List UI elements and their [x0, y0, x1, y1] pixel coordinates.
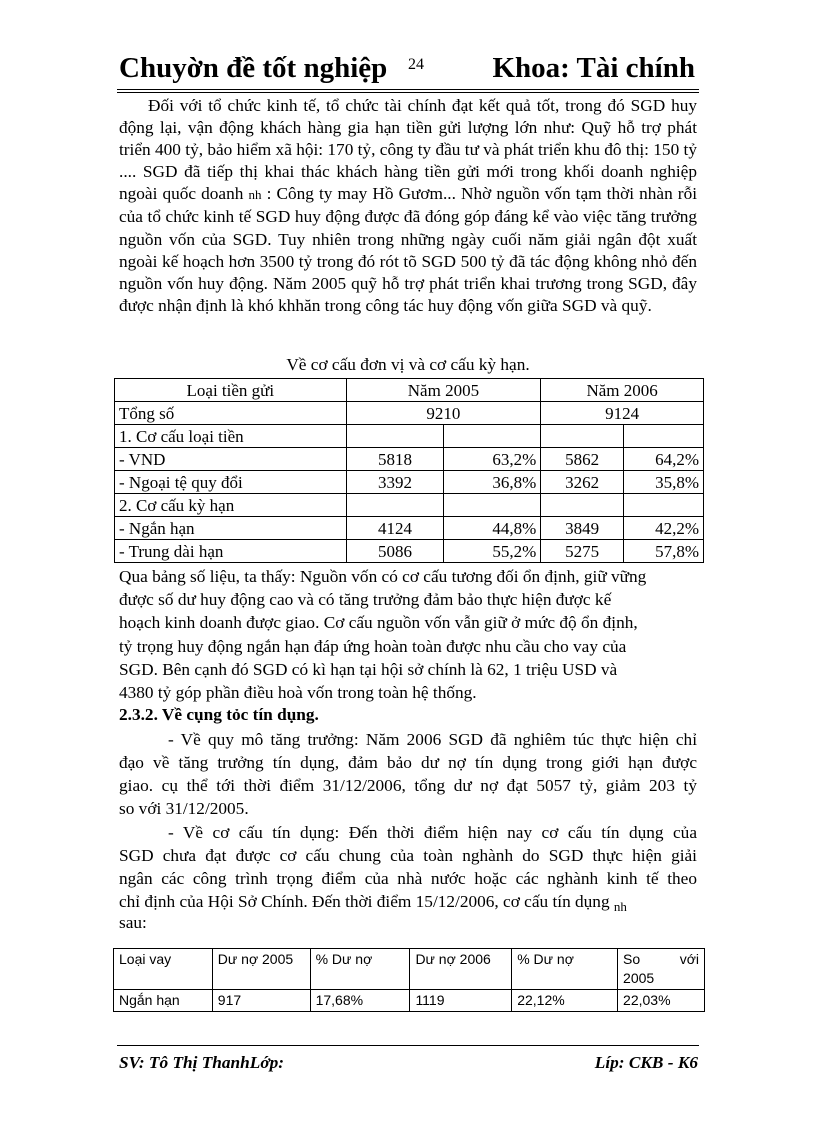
table-row [115, 540, 704, 563]
cell: 5086 [346, 540, 444, 563]
cell: 5818 [346, 448, 444, 471]
cell: 44,8% [444, 517, 541, 540]
header-rule [117, 89, 699, 90]
footer-right: Líp: CKB - K6 [594, 1053, 698, 1072]
cell [541, 425, 624, 448]
table-row [115, 517, 704, 540]
cell: 9210 [346, 402, 541, 425]
row-label: Tổng số [115, 402, 347, 425]
row-label: 2. Cơ cấu kỳ hạn [115, 494, 347, 517]
table-row [115, 448, 704, 471]
header-cell-line: 2005 [623, 970, 655, 986]
cell: 3849 [541, 517, 624, 540]
header-cell-part: với [679, 951, 699, 967]
table-row [114, 990, 705, 1012]
cell: 9124 [541, 402, 704, 425]
paragraph-1-sub: nh [248, 187, 262, 203]
paragraph-1-tail: : Công ty may Hồ Gươm... Nhờ nguồn vốn tạm thời nhàn rỗi của tổ chức kinh tế SGD huy động được đã đóng góp đáng kể vào việc tăng trưởng nguồn vốn của SGD. Tuy nhiên trong những ngày cuối năm giải ngân đột xuất ngoài kế hoạch hơn 3500 tỷ trong đó rót tõ SGD 500 tỷ đã tác động không nhỏ đến nguồn vốn huy động. Năm 2005 quỹ hỗ trợ phát triển khai trương trong SGD, đây được nhận định là khó khhăn trong công tác huy động vốn giữa SGD và quỹ. [119, 184, 698, 315]
header-cell: Dư nợ 2005 [212, 949, 310, 990]
cell: 22,03% [618, 990, 705, 1012]
paragraph-1-text: Đối với tổ chức kinh tế, tổ chức tài chính đạt kết quả tốt, trong đó SGD huy động lại, vận động khách hàng gia hạn tiền gửi lượng lớn như: Quỹ hỗ trợ phát triển 400 tỷ, bảo hiểm xã hội: 170 tỷ, công ty đầu tư và phát triển khu đô thị: 150 tỷ .... SGD đã tiếp thị khai thác khách hàng tiền gửi mới trong khối doanh nghiệp ngoài quốc doanh [119, 96, 697, 204]
table-row [115, 402, 704, 425]
paragraph-3-line: đạo về tăng trưởng tín dụng, đảm bảo dư nợ tín dụng trong giới hạn được [119, 753, 697, 772]
cell [541, 494, 624, 517]
cell: 1119 [410, 990, 512, 1012]
row-label: 1. Cơ cấu loại tiền [115, 425, 347, 448]
paragraph-2-line: 4380 tỷ góp phần điều hoà vốn trong toàn hệ thống. [119, 683, 477, 702]
cell: 55,2% [444, 540, 541, 563]
cell: 5862 [541, 448, 624, 471]
cell [346, 425, 444, 448]
cell: Ngắn hạn [114, 990, 213, 1012]
paragraph-3-line: giao. cụ thể tới thời điểm 31/12/2006, tổng dư nợ đạt 5057 tỷ, giảm 203 tỷ [119, 776, 697, 795]
table-header-row [115, 379, 704, 402]
header-cell: Năm 2006 [541, 379, 704, 402]
header-cell: Loại vay [114, 949, 213, 990]
cell: 63,2% [444, 448, 541, 471]
paragraph-4-line [119, 891, 627, 914]
cell [444, 494, 541, 517]
table-row [115, 471, 704, 494]
footer-left: SV: Tô Thị ThanhLớp: [119, 1053, 284, 1072]
cell: 36,8% [444, 471, 541, 494]
header-cell: Loại tiền gửi [115, 379, 347, 402]
header-rule-thin [117, 92, 699, 93]
footer-rule [117, 1045, 699, 1046]
cell: 22,12% [512, 990, 618, 1012]
row-label: - Ngoại tệ quy đổi [115, 471, 347, 494]
paragraph-2-line: SGD. Bên cạnh đó SGD có kì hạn tại hội sở chính là 62, 1 triệu USD và [119, 660, 618, 679]
cell: 3392 [346, 471, 444, 494]
section-heading: 2.3.2. Về cụng tỏc tín dụng. [119, 705, 319, 724]
cell: 917 [212, 990, 310, 1012]
header-cell [618, 949, 705, 990]
cell: 64,2% [624, 448, 704, 471]
header-cell: % Dư nợ [310, 949, 410, 990]
table-row [115, 494, 704, 517]
cell: 3262 [541, 471, 624, 494]
row-label: - Trung dài hạn [115, 540, 347, 563]
header-cell-line [623, 950, 699, 969]
page-number: 24 [408, 56, 424, 73]
table-header-row [114, 949, 705, 990]
paragraph-4-line: - Về cơ cấu tín dụng: Đến thời điểm hiện nay cơ cấu tín dụng của [168, 823, 697, 842]
paragraph-3-line: so với 31/12/2005. [119, 799, 249, 818]
paragraph-4-line: ngân các công trình trọng điểm của nhà nước hoặc các nghành kinh tế theo [119, 869, 697, 888]
paragraph-2-line: được số dư huy động cao và có tăng trưởng đảm bảo thực hiện được kế [119, 590, 612, 609]
paragraph-3-line: - Về quy mô tăng trưởng: Năm 2006 SGD đã nghiêm túc thực hiện chỉ [168, 730, 697, 749]
row-label: - VND [115, 448, 347, 471]
paragraph-4-line: SGD chưa đạt được cơ cấu chung của toàn nghành do SGD thực hiện giải [119, 846, 697, 865]
header-title-left: Chuyờn đề tốt nghiệp [119, 52, 388, 84]
paragraph-4-sub: nh [613, 899, 627, 914]
table-row [115, 425, 704, 448]
paragraph-4-line-text: chỉ định của Hội Sở Chính. Đến thời điểm 15/12/2006, cơ cấu tín dụng [119, 892, 610, 911]
cell: 42,2% [624, 517, 704, 540]
cell: 57,8% [624, 540, 704, 563]
cell [444, 425, 541, 448]
header-cell-part: So [623, 951, 641, 967]
paragraph-2-line: hoạch kinh doanh được giao. Cơ cấu nguồn vốn vẫn giữ ở mức độ ổn định, [119, 613, 638, 632]
header-cell: Năm 2005 [346, 379, 541, 402]
row-label: - Ngắn hạn [115, 517, 347, 540]
paragraph-4-line: sau: [119, 913, 147, 932]
paragraph-2-line: Qua bảng số liệu, ta thấy: Nguồn vốn có cơ cấu tương đối ổn định, giữ vững [119, 567, 647, 586]
cell: 17,68% [310, 990, 410, 1012]
header-title-right: Khoa: Tài chính [492, 52, 695, 84]
deposit-structure-table [114, 378, 704, 563]
paragraph-1 [119, 95, 697, 317]
paragraph-2-line: tỷ trọng huy động ngắn hạn đáp ứng hoàn toàn được nhu cầu cho vay của [119, 637, 627, 656]
credit-structure-table [113, 948, 705, 1012]
cell [624, 425, 704, 448]
header-cell: % Dư nợ [512, 949, 618, 990]
cell: 4124 [346, 517, 444, 540]
cell: 35,8% [624, 471, 704, 494]
cell [346, 494, 444, 517]
cell [624, 494, 704, 517]
header-cell: Dư nợ 2006 [410, 949, 512, 990]
cell: 5275 [541, 540, 624, 563]
table-1-caption: Về cơ cấu đơn vị và cơ cấu kỳ hạn. [286, 355, 530, 374]
